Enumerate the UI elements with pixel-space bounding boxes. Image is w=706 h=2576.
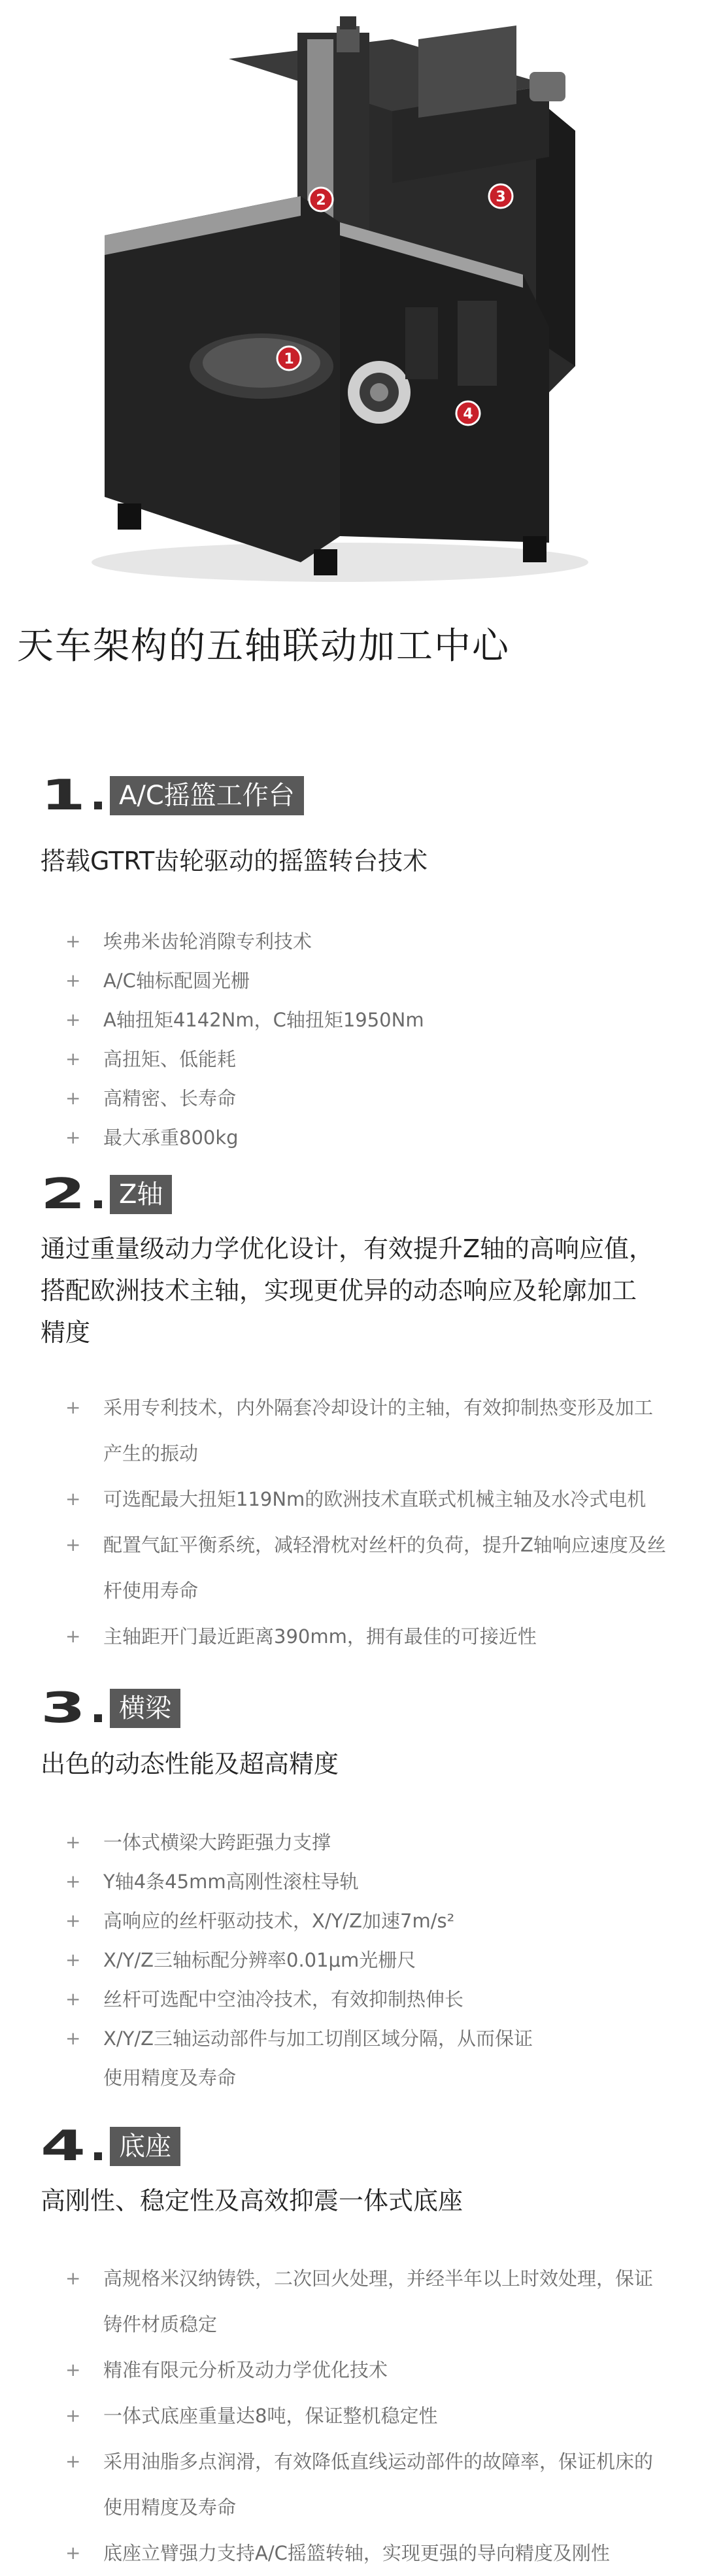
plus-icon: +	[65, 1988, 81, 2010]
list-item: + 配置气缸平衡系统，减轻滑枕对丝杆的负荷，提升Z轴响应速度及丝杆使用寿命	[65, 1522, 667, 1614]
marker-4	[456, 401, 480, 425]
plus-icon: +	[65, 2359, 81, 2381]
section-1-heading	[41, 771, 304, 820]
list-item: + 一体式横梁大跨距强力支撑	[65, 1823, 549, 1862]
list-item: + A/C轴标配圆光栅	[65, 961, 680, 1000]
plus-icon: +	[65, 1871, 81, 1892]
section-3-heading	[41, 1684, 180, 1733]
list-item: + 丝杆可选配中空油冷技术，有效抑制热伸长	[65, 1980, 549, 2019]
list-item: + 高精密、长寿命	[65, 1079, 680, 1118]
list-item: + 主轴距开门最近距离390mm，拥有最佳的可接近性	[65, 1614, 667, 1659]
plus-icon: +	[65, 2267, 81, 2289]
section-number: 1	[41, 771, 86, 820]
plus-icon: +	[65, 1127, 81, 1148]
list-item: + 最大承重800kg	[65, 1118, 680, 1157]
list-item: + 一体式底座重量达8吨，保证整机稳定性	[65, 2393, 667, 2439]
marker-3	[489, 184, 513, 208]
section-4-lead: 高刚性、稳定性及高效抑震一体式底座	[41, 2186, 463, 2215]
section-1-list	[65, 922, 680, 1157]
svg-text:2: 2	[316, 192, 326, 209]
list-item: + X/Y/Z三轴运动部件与加工切削区域分隔，从而保证使用精度及寿命	[65, 2019, 549, 2097]
list-item: + Y轴4条45mm高刚性滚柱导轨	[65, 1862, 549, 1901]
plus-icon: +	[65, 1910, 81, 1931]
svg-text:4: 4	[463, 406, 473, 422]
plus-icon: +	[65, 1048, 81, 1070]
section-2-lead: 通过重量级动力学优化设计，有效提升Z轴的高响应值， 搭配欧洲技术主轴，实现更优异的动态响应及轮廓加工 精度	[41, 1234, 654, 1347]
section-label: A/C摇篮工作台	[110, 776, 304, 815]
plus-icon: +	[65, 1397, 81, 1418]
page-title: 天车架构的五轴联动加工中心	[17, 625, 510, 668]
list-item: + 精准有限元分析及动力学优化技术	[65, 2347, 667, 2393]
svg-text:1: 1	[284, 351, 294, 367]
plus-icon: +	[65, 2405, 81, 2426]
section-2-heading	[41, 1170, 172, 1219]
section-number: 2	[41, 1170, 86, 1219]
plus-icon: +	[65, 1534, 81, 1555]
list-item: + X/Y/Z三轴标配分辨率0.01μm光栅尺	[65, 1940, 549, 1980]
plus-icon: +	[65, 1625, 81, 1647]
section-label: 底座	[110, 2127, 180, 2166]
list-item: + 可选配最大扭矩119Nm的欧洲技术直联式机械主轴及水冷式电机	[65, 1476, 667, 1522]
list-item: + 采用油脂多点润滑，有效降低直线运动部件的故障率，保证机床的使用精度及寿命	[65, 2439, 667, 2530]
marker-2	[309, 188, 333, 211]
list-item: + 采用专利技术，内外隔套冷却设计的主轴，有效抑制热变形及加工产生的振动	[65, 1385, 667, 1476]
plus-icon: +	[65, 930, 81, 952]
plus-icon: +	[65, 1488, 81, 1510]
section-3-lead: 出色的动态性能及超高精度	[41, 1750, 339, 1778]
plus-icon: +	[65, 1949, 81, 1971]
plus-icon: +	[65, 1831, 81, 1853]
svg-text:3: 3	[496, 189, 506, 205]
section-3-list	[65, 1823, 549, 2097]
marker-1	[277, 347, 301, 370]
section-1-lead: 搭载GTRT齿轮驱动的摇篮转台技术	[41, 847, 428, 875]
list-item: + 底座立臂强力支持A/C摇篮转轴，实现更强的导向精度及刚性	[65, 2530, 667, 2576]
plus-icon: +	[65, 970, 81, 991]
section-number: 3	[41, 1684, 86, 1733]
plus-icon: +	[65, 2027, 81, 2049]
section-label: Z轴	[110, 1175, 172, 1214]
list-item: + 高规格米汉纳铸铁，二次回火处理，并经半年以上时效处理，保证铸件材质稳定	[65, 2256, 667, 2347]
plus-icon: +	[65, 2542, 81, 2564]
section-2-list	[65, 1385, 667, 1659]
list-item: + 埃弗米齿轮消隙专利技术	[65, 922, 680, 961]
machine-illustration	[0, 0, 706, 588]
list-item: + 高扭矩、低能耗	[65, 1040, 680, 1079]
section-label: 横梁	[110, 1689, 180, 1728]
plus-icon: +	[65, 1009, 81, 1030]
plus-icon: +	[65, 2450, 81, 2472]
section-4-heading	[41, 2122, 180, 2171]
list-item: + A轴扭矩4142Nm，C轴扭矩1950Nm	[65, 1000, 680, 1040]
section-4-list	[65, 2256, 667, 2576]
plus-icon: +	[65, 1087, 81, 1109]
list-item: + 高响应的丝杆驱动技术，X/Y/Z加速7m/s²	[65, 1901, 549, 1940]
section-number: 4	[41, 2122, 86, 2171]
